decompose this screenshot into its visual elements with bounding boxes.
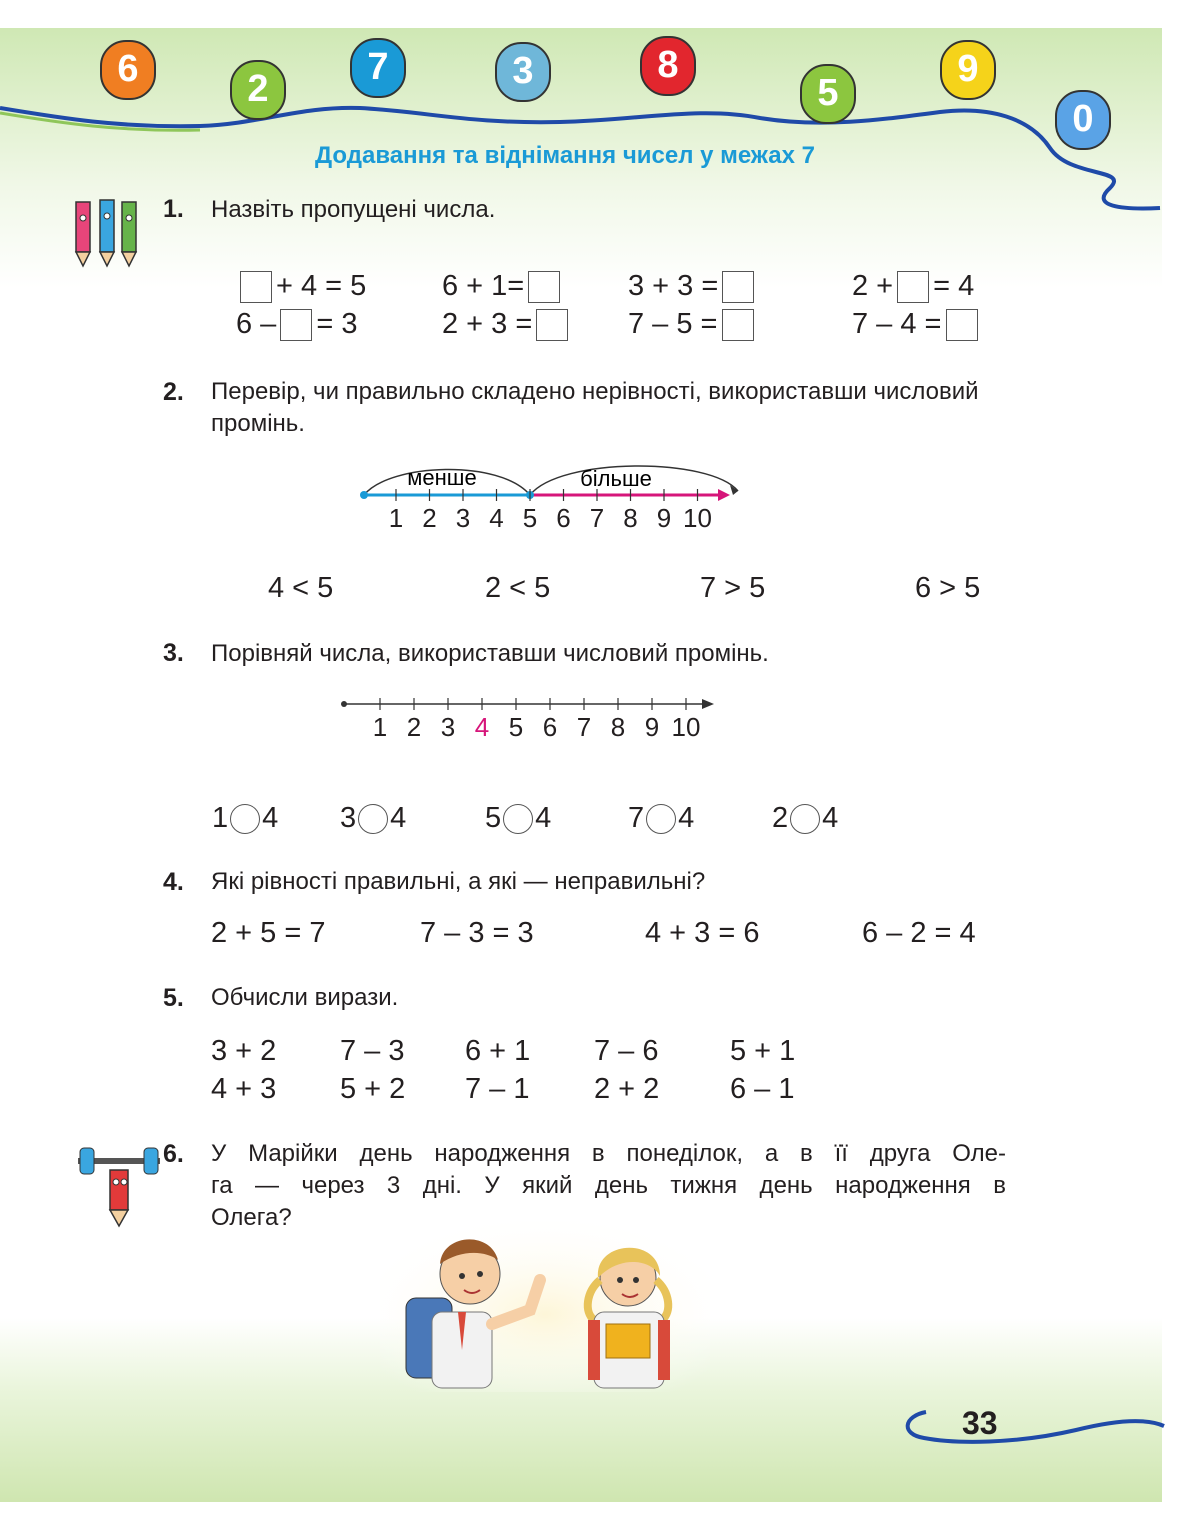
ray-3-number: 3: [440, 712, 456, 742]
task-1-expression: [442, 270, 564, 303]
ray-number: 7: [589, 503, 605, 533]
ray-number: 6: [556, 503, 571, 533]
ray-arrowhead: [718, 489, 730, 501]
task-1-expression: [236, 270, 366, 303]
task-1-text: Назвіть пропущені числа.: [211, 196, 496, 223]
task-1-number: 1.: [163, 195, 184, 223]
inequality: 2 < 5: [485, 572, 551, 604]
page-number: 33: [962, 1405, 998, 1441]
comparison-sign-circle[interactable]: [503, 804, 533, 834]
expression-part-right: = 3: [316, 308, 358, 340]
children-illustration: [380, 1220, 710, 1392]
expression: 7 – 6: [594, 1035, 659, 1067]
number-ray-comparison: [350, 455, 770, 545]
digit-label: 8: [657, 44, 679, 86]
ray-number: 2: [422, 503, 437, 533]
answer-box[interactable]: [946, 309, 978, 341]
comparison-sign-circle[interactable]: [790, 804, 820, 834]
ray-3-number: 2: [406, 712, 422, 742]
task-2-number: 2.: [163, 378, 184, 406]
comparison-left: 7: [628, 802, 645, 834]
digit-label: 0: [1072, 98, 1094, 140]
digit-character-2: [230, 60, 286, 120]
digit-label: 9: [957, 48, 979, 90]
expression-part-left: 6 –: [236, 308, 277, 340]
task-1-expression: [852, 270, 974, 303]
digit-label: 7: [367, 46, 389, 88]
task-1-expression: [628, 270, 758, 303]
comparison: [628, 802, 694, 835]
digit-character-5: [800, 64, 856, 124]
expression-part-left: 6 + 1=: [442, 270, 525, 302]
inequality: 4 < 5: [268, 572, 334, 604]
footer-wave: [896, 1400, 1166, 1460]
digit-character-9: [940, 40, 996, 100]
answer-box[interactable]: [536, 309, 568, 341]
equality: 7 – 3 = 3: [420, 917, 534, 949]
digit-label: 2: [247, 68, 269, 110]
ray-number: 4: [489, 503, 504, 533]
page-title: Додавання та віднімання чисел у межах 7: [315, 142, 815, 169]
answer-box[interactable]: [722, 271, 754, 303]
digit-character-6: [100, 40, 156, 100]
task-6-number: 6.: [163, 1140, 184, 1168]
task-1-expression: [442, 308, 572, 341]
task-4-text: Які рівності правильні, а які — неправильні?: [211, 868, 706, 895]
ray-start-point: [360, 491, 368, 499]
answer-box[interactable]: [897, 271, 929, 303]
expression: 6 – 1: [730, 1073, 795, 1105]
comparison-right: 4: [390, 802, 407, 834]
ray-3-number: 10: [671, 712, 701, 742]
comparison: [212, 802, 278, 835]
expression: 7 – 3: [340, 1035, 405, 1067]
expression-part-left: 7 – 5 =: [628, 308, 718, 340]
comparison-left: 3: [340, 802, 357, 834]
comparison-right: 4: [822, 802, 839, 834]
expression-part-left: 3 + 3 =: [628, 270, 719, 302]
equality: 6 – 2 = 4: [862, 917, 976, 949]
expression: 5 + 2: [340, 1073, 406, 1105]
task-6-line-1: У Марійки день народження в понеділок, а в її друга Оле-: [211, 1140, 1006, 1167]
task-5-text: Обчисли вирази.: [211, 984, 399, 1011]
ray-3-number: 6: [542, 712, 558, 742]
expression-part-right: = 4: [933, 270, 975, 302]
ray-number: 5: [522, 503, 538, 533]
number-ray-task-3: [336, 690, 726, 750]
task-6-line-2: га — через 3 дні. У який день тижня день народження в: [211, 1172, 1006, 1199]
inequality: 6 > 5: [915, 572, 981, 604]
comparison-sign-circle[interactable]: [230, 804, 260, 834]
comparison: [340, 802, 406, 835]
task-1-expression: [852, 308, 982, 341]
comparison: [772, 802, 838, 835]
task-6-line-3: Олега?: [211, 1204, 292, 1231]
digit-label: 5: [817, 72, 839, 114]
inequality: 7 > 5: [700, 572, 766, 604]
ray-number: 8: [623, 503, 638, 533]
comparison-right: 4: [262, 802, 279, 834]
expression: 6 + 1: [465, 1035, 531, 1067]
ray-3-start: [341, 701, 347, 707]
equality: 4 + 3 = 6: [645, 917, 760, 949]
task-3-text: Порівняй числа, використавши числовий промінь.: [211, 640, 769, 667]
digit-character-0: [1055, 90, 1111, 150]
comparison-left: 5: [485, 802, 502, 834]
expression-part-left: 7 – 4 =: [852, 308, 942, 340]
ray-number: 9: [656, 503, 672, 533]
comparison-sign-circle[interactable]: [646, 804, 676, 834]
task-1-expression: [628, 308, 758, 341]
comparison-right: 4: [535, 802, 552, 834]
answer-box[interactable]: [240, 271, 272, 303]
ray-3-number: 7: [576, 712, 592, 742]
task-2-text: Перевір, чи правильно складено нерівності, використавши числовий промінь.: [211, 378, 979, 437]
ray-number: 3: [455, 503, 471, 533]
digit-label: 6: [117, 48, 139, 90]
task-5-number: 5.: [163, 984, 184, 1012]
expression: 2 + 2: [594, 1073, 660, 1105]
answer-box[interactable]: [280, 309, 312, 341]
expression: 4 + 3: [211, 1073, 277, 1105]
digit-character-3: [495, 42, 551, 102]
ray-3-number: 5: [508, 712, 524, 742]
weightlifter-pencil-icon: [74, 1140, 164, 1230]
answer-box[interactable]: [528, 271, 560, 303]
expression-part-right: + 4 = 5: [276, 270, 367, 302]
ray-3-number: 1: [372, 712, 388, 742]
answer-box[interactable]: [722, 309, 754, 341]
digit-label: 3: [512, 50, 534, 92]
task-3-number: 3.: [163, 639, 184, 667]
expression: 3 + 2: [211, 1035, 277, 1067]
comparison-left: 1: [212, 802, 229, 834]
less-label: менше: [407, 465, 477, 490]
ray-3-number: 8: [610, 712, 626, 742]
comparison: [485, 802, 551, 835]
pencils-mascot-icon: [62, 196, 156, 268]
task-1-expression: [236, 308, 357, 341]
expression: 5 + 1: [730, 1035, 796, 1067]
expression-part-left: 2 +: [852, 270, 894, 302]
comparison-left: 2: [772, 802, 789, 834]
digit-character-8: [640, 36, 696, 96]
expression-part-left: 2 + 3 =: [442, 308, 533, 340]
ray-3-arrowhead: [702, 699, 714, 709]
task-4-number: 4.: [163, 868, 184, 896]
digit-character-7: [350, 38, 406, 98]
equality: 2 + 5 = 7: [211, 917, 326, 949]
ray-number: 1: [388, 503, 404, 533]
comparison-right: 4: [678, 802, 695, 834]
comparison-sign-circle[interactable]: [358, 804, 388, 834]
expression: 7 – 1: [465, 1073, 530, 1105]
ray-number: 10: [683, 503, 712, 533]
ray-3-number: 9: [644, 712, 660, 742]
more-label: більше: [580, 466, 652, 491]
ray-3-number-highlighted: 4: [474, 712, 490, 742]
